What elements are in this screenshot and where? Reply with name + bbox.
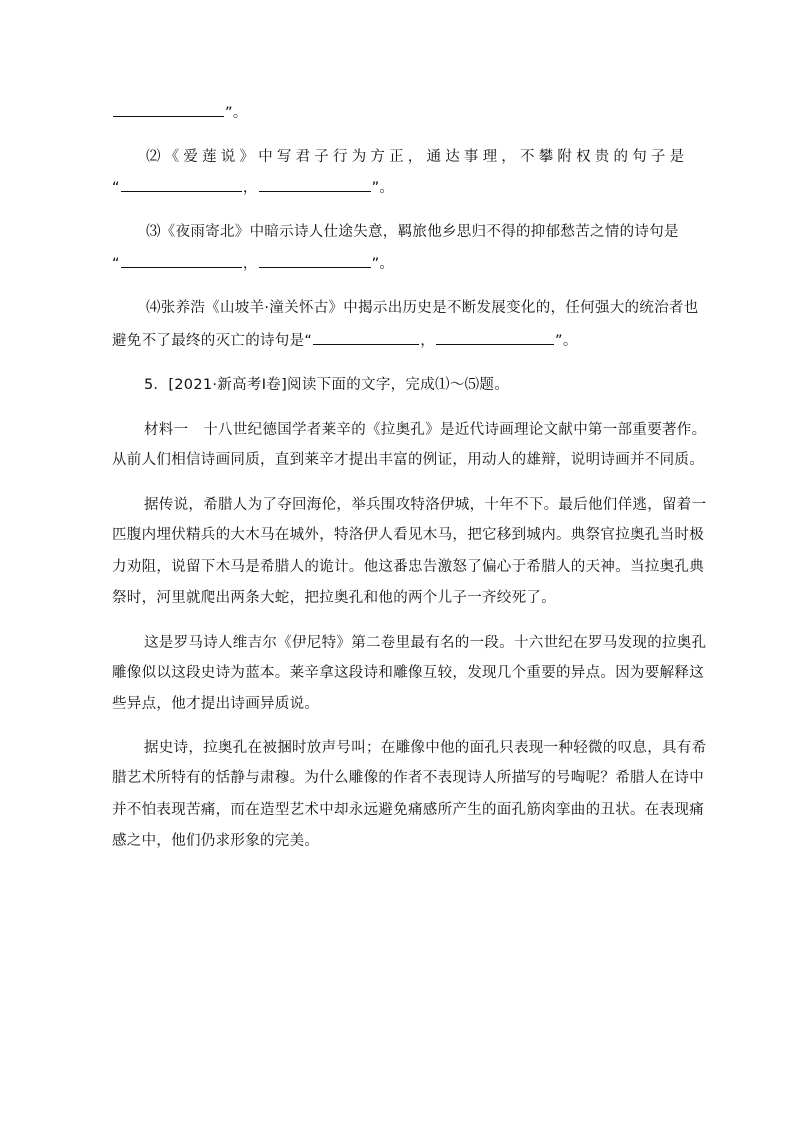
paragraph-line: 据传说，希腊人为了夺回海伦，举兵围攻特洛伊城，十年不下。最后他们佯逃，留着一 [144,497,707,513]
answer-blank[interactable] [121,177,242,192]
closing-quote: ”。 [225,105,248,121]
paragraph-line: 从前人们相信诗画同质，直到莱辛才提出丰富的例证，用动人的雄辩，说明诗画并不同质。 [112,452,704,468]
open-quote: “ [112,180,120,196]
answer-blank[interactable] [121,253,242,268]
closing-quote: ”。 [555,333,578,349]
q4-answer-line [112,330,578,351]
open-quote: “ [112,256,120,272]
paragraph-line: 材料一 十八世纪德国学者莱辛的《拉奥孔》是近代诗画理论文献中第一部重要著作。 [144,422,707,438]
q3-answer-line [112,253,394,274]
q4-prompt-cont: 避免不了最终的灭亡的诗句是“ [112,333,313,349]
paragraph-line: 据史诗，拉奥孔在被捆时放声号叫；在雕像中他的面孔只表现一种轻微的叹息，具有希 [144,740,707,756]
paragraph-line: 感之中，他们仍求形象的完美。 [112,833,320,849]
closing-quote: ”。 [371,256,395,272]
q5-heading: 5．[2021·新高考Ⅰ卷]阅读下面的文字，完成⑴～⑸题。 [144,377,510,393]
answer-blank[interactable] [436,330,554,345]
comma: ， [242,180,258,196]
paragraph-line: 并不怕表现苦痛，而在造型艺术中却永远避免痛感所产生的面孔筋肉挛曲的丑状。在表现痛 [112,802,704,818]
q2-prompt: ⑵《爱莲说》中写君子行为方正，通达事理，不攀附权贵的句子是 [146,149,689,165]
paragraph-line: 力劝阻，说留下木马是希腊人的诡计。他这番忠告激怒了偏心于希腊人的天神。当拉奥孔典 [112,559,704,575]
paragraph-line: 祭时，河里就爬出两条大蛇，把拉奥孔和他的两个儿子一齐绞死了。 [112,590,556,606]
q4-prompt: ⑷张养浩《山坡羊·潼关怀古》中揭示出历史是不断发展变化的，任何强大的统治者也 [146,300,699,316]
paragraph-line: 匹腹内埋伏精兵的大木马在城外，特洛伊人看见木马，把它移到城内。典祭官拉奥孔当时极 [112,527,704,543]
paragraph-line: 腊艺术所特有的恬静与肃穆。为什么雕像的作者不表现诗人所描写的号啕呢？希腊人在诗中 [112,770,704,786]
answer-blank[interactable] [259,253,371,268]
paragraph-line: 些异点，他才提出诗画异质说。 [112,696,320,712]
closing-quote: ”。 [371,180,395,196]
q2-answer-line [112,177,394,198]
q3-prompt: ⑶《夜雨寄北》中暗示诗人仕途失意，羁旅他乡思归不得的抑郁愁苦之情的诗句是 [146,224,679,240]
comma: ， [420,333,436,349]
answer-blank[interactable] [313,330,419,345]
paragraph-line: 这是罗马诗人维吉尔《伊尼特》第二卷里最有名的一段。十六世纪在罗马发现的拉奥孔 [144,635,707,651]
comma: ， [242,256,258,272]
answer-blank[interactable] [259,177,371,192]
q1-answer-line [112,102,248,123]
paragraph-line: 雕像似以这段史诗为蓝本。莱辛拿这段诗和雕像互较，发现几个重要的异点。因为要解释这 [112,665,704,681]
answer-blank[interactable] [113,102,224,117]
